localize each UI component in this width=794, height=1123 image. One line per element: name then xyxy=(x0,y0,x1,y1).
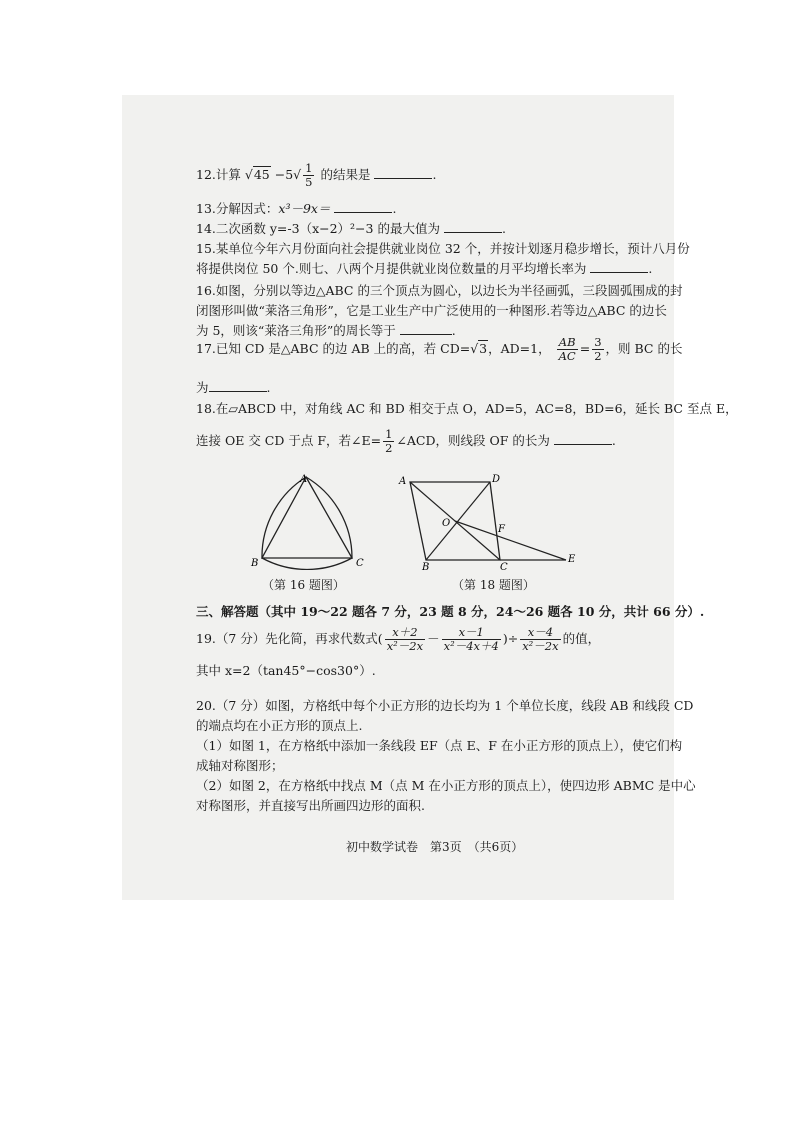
question-12: 12.计算 √45 −5√ $\frac{1}{5}$ 的结果是 . xyxy=(196,161,437,189)
answer-blank[interactable] xyxy=(400,322,452,335)
point-label-b: B xyxy=(422,562,430,570)
answer-blank[interactable] xyxy=(590,260,648,273)
question-19-line2: 其中 x=2（tan45°−cos30°）. xyxy=(196,663,376,678)
vertex-label-b: B xyxy=(251,558,259,569)
triangle-abc xyxy=(262,477,352,558)
question-18-line2: 连接 OE 交 CD 于点 F，若∠E= $\frac{1}{2}$ ∠ACD，则线段 OF 的长为 . xyxy=(196,427,616,455)
vertex-label-c: C xyxy=(356,558,364,569)
answer-blank[interactable] xyxy=(334,200,392,213)
answer-blank[interactable] xyxy=(554,432,612,445)
question-17-line2: 为 . xyxy=(196,380,271,395)
question-16: 16.如图，分别以等边△ABC 的三个顶点为圆心，以边长为半径画弧，三段圆弧围成的封 闭图形叫做“莱洛三角形”，它是工业生产中广泛使用的一种图形.若等边△ABC 的边长 为 5，则该“莱洛三角形”的周长等于 . xyxy=(196,283,683,338)
reuleaux-arc-outline xyxy=(262,477,352,569)
point-label-c: C xyxy=(500,562,508,570)
figure-16-caption: （第 16 题图） xyxy=(262,578,345,592)
question-13: 13.分解因式：x³－9x＝ . xyxy=(196,201,397,216)
point-label-f: F xyxy=(498,524,505,535)
figure-18-parallelogram xyxy=(398,470,583,570)
question-15: 15.某单位今年六月份面向社会提供就业岗位 32 个，并按计划逐月稳步增长，预计八月份 将提供岗位 50 个.则七、八两个月提供就业岗位数量的月平均增长率为 . xyxy=(196,241,690,276)
segment-oe xyxy=(455,521,566,560)
question-19: 19.（7 分）先化简，再求代数式( $\frac{x+2}{\text{x²－2x}}$ － $\frac{x-1}{\text{x²－4x＋4}}$ )÷ $\frac{x-4}{\text{x²－2x}}$ 的值， xyxy=(196,625,601,653)
question-14: 14.二次函数 y=-3（x−2）²−3 的最大值为 . xyxy=(196,221,506,236)
page-footer: 初中数学试卷 第3页 （共6页） xyxy=(346,840,524,854)
figure-18-caption: （第 18 题图） xyxy=(452,578,535,592)
point-label-o: O xyxy=(442,518,451,529)
section-3-title: 三、解答题（其中 19～22 题各 7 分，23 题 8 分，24～26 题各 10 分，共计 66 分）. xyxy=(196,604,705,619)
answer-blank[interactable] xyxy=(374,166,432,179)
point-label-a: A xyxy=(399,476,407,487)
point-label-e: E xyxy=(568,554,576,565)
fraction-ab-ac: $\frac{AB}{AC}$ xyxy=(558,335,576,363)
diagonal-bd xyxy=(426,482,490,560)
question-20: 20.（7 分）如图，方格纸中每个小正方形的边长均为 1 个单位长度，线段 AB 和线段 CD 的端点均在小正方形的顶点上. （1）如图 1，在方格纸中添加一条线段 EF（点 E、F 在小正方形的顶点上），使它们构 成轴对称图形； （2）如图 2，在方格纸中找点 M（点 M 在小正方形的顶点上），使四边形 ABMC 是中心 对称图形，并直接写出所画四边形的面积. xyxy=(196,698,696,813)
point-label-d: D xyxy=(492,474,501,485)
figure-16-reuleaux-triangle xyxy=(248,470,368,570)
question-17: 17.已知 CD 是△ABC 的边 AB 上的高，若 CD=√3，AD=1， $\frac{AB}{AC}$ = $\frac{3}{2}$ ，则 BC 的长 xyxy=(196,335,683,363)
answer-blank[interactable] xyxy=(444,220,502,233)
vertex-label-a: A xyxy=(300,474,308,485)
question-18: 18.在▱ABCD 中，对角线 AC 和 BD 相交于点 O，AD=5，AC=8，BD=6，延长 BC 至点 E， xyxy=(196,401,738,416)
answer-blank[interactable] xyxy=(209,379,267,392)
